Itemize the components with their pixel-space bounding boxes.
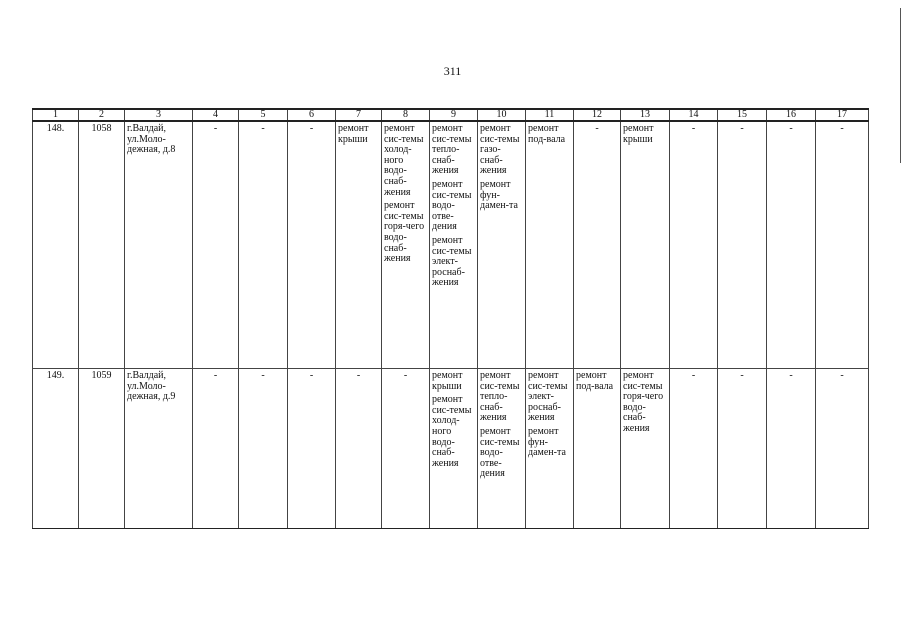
- column-header: 17: [816, 109, 869, 121]
- column-header: 5: [239, 109, 288, 121]
- building-code: 1059: [79, 369, 125, 529]
- page-number: 311: [443, 64, 462, 78]
- empty-cell: -: [193, 121, 239, 369]
- empty-cell: -: [382, 369, 430, 529]
- work-cell: [430, 121, 478, 369]
- column-header: 15: [718, 109, 767, 121]
- building-code: 1058: [79, 121, 125, 369]
- column-number-row: [33, 109, 869, 121]
- work-entry: ремонт сис-темы горя-чего водо-снаб-жения: [623, 370, 664, 434]
- work-entry: ремонт под-вала: [576, 370, 614, 392]
- address-line: дежная, д.8: [127, 144, 176, 156]
- page-edge-mark: [900, 8, 901, 163]
- empty-cell: -: [670, 121, 718, 369]
- column-header: 4: [193, 109, 239, 121]
- work-cell: [526, 121, 574, 369]
- column-header: 13: [621, 109, 670, 121]
- empty-cell: -: [288, 369, 336, 529]
- empty-cell: -: [288, 121, 336, 369]
- column-header: 16: [767, 109, 816, 121]
- empty-cell: -: [767, 121, 816, 369]
- empty-cell: -: [670, 369, 718, 529]
- work-cell: [574, 369, 621, 529]
- column-header: 2: [79, 109, 125, 121]
- table-row: [33, 369, 869, 529]
- empty-cell: -: [239, 369, 288, 529]
- row-number: 148.: [33, 121, 79, 369]
- empty-cell: -: [767, 369, 816, 529]
- column-header: 11: [526, 109, 574, 121]
- work-entry: ремонт крыши: [623, 123, 654, 145]
- work-entry: ремонт фун-дамен-та: [528, 425, 566, 459]
- address-line: ул.Моло-: [127, 133, 166, 145]
- work-entry: ремонт сис-темы водо-отве-дения: [432, 178, 472, 233]
- empty-cell: -: [574, 121, 621, 369]
- empty-cell: -: [239, 121, 288, 369]
- work-entry: ремонт сис-темы водо-отве-дения: [480, 425, 520, 480]
- work-entry: ремонт сис-темы горя-чего водо-снаб-жения: [384, 200, 425, 265]
- empty-cell: -: [816, 369, 869, 529]
- work-entry: ремонт сис-темы холод-ного водо-снаб-жения: [384, 123, 424, 198]
- column-header: 1: [33, 109, 79, 121]
- work-cell: [336, 121, 382, 369]
- work-entry: ремонт сис-темы тепло-снаб-жения: [480, 370, 520, 424]
- column-header: 8: [382, 109, 430, 121]
- address-line: дежная, д.9: [127, 391, 176, 403]
- empty-cell: -: [816, 121, 869, 369]
- address-line: ул.Моло-: [127, 380, 166, 392]
- work-cell: [526, 369, 574, 529]
- building-address: [125, 369, 193, 529]
- empty-cell: -: [718, 369, 767, 529]
- work-cell: [478, 369, 526, 529]
- empty-cell: -: [718, 121, 767, 369]
- work-entry: ремонт сис-темы тепло-снаб-жения: [432, 123, 472, 177]
- work-cell: [621, 369, 670, 529]
- column-header: 7: [336, 109, 382, 121]
- work-cell: [382, 121, 430, 369]
- column-header: 10: [478, 109, 526, 121]
- work-entry: ремонт под-вала: [528, 123, 566, 145]
- row-number: 149.: [33, 369, 79, 529]
- column-header: 3: [125, 109, 193, 121]
- work-entry: ремонт сис-темы элект-роснаб-жения: [432, 234, 472, 289]
- work-cell: [430, 369, 478, 529]
- work-entry: ремонт сис-темы холод-ного водо-снаб-жения: [432, 394, 472, 469]
- address-line: г.Валдай,: [127, 123, 167, 134]
- work-entry: ремонт крыши: [432, 370, 463, 392]
- empty-cell: -: [193, 369, 239, 529]
- column-header: 9: [430, 109, 478, 121]
- work-entry: ремонт сис-темы газо-снаб-жения: [480, 123, 520, 177]
- column-header: 6: [288, 109, 336, 121]
- table-row: [33, 121, 869, 369]
- work-cell: [478, 121, 526, 369]
- work-entry: ремонт сис-темы элект-роснаб-жения: [528, 370, 568, 424]
- column-header: 14: [670, 109, 718, 121]
- address-line: г.Валдай,: [127, 370, 167, 381]
- repair-schedule-table: [32, 108, 869, 529]
- empty-cell: -: [336, 369, 382, 529]
- building-address: [125, 121, 193, 369]
- work-entry: ремонт фун-дамен-та: [480, 178, 518, 212]
- work-cell: [621, 121, 670, 369]
- work-entry: ремонт крыши: [338, 123, 369, 145]
- column-header: 12: [574, 109, 621, 121]
